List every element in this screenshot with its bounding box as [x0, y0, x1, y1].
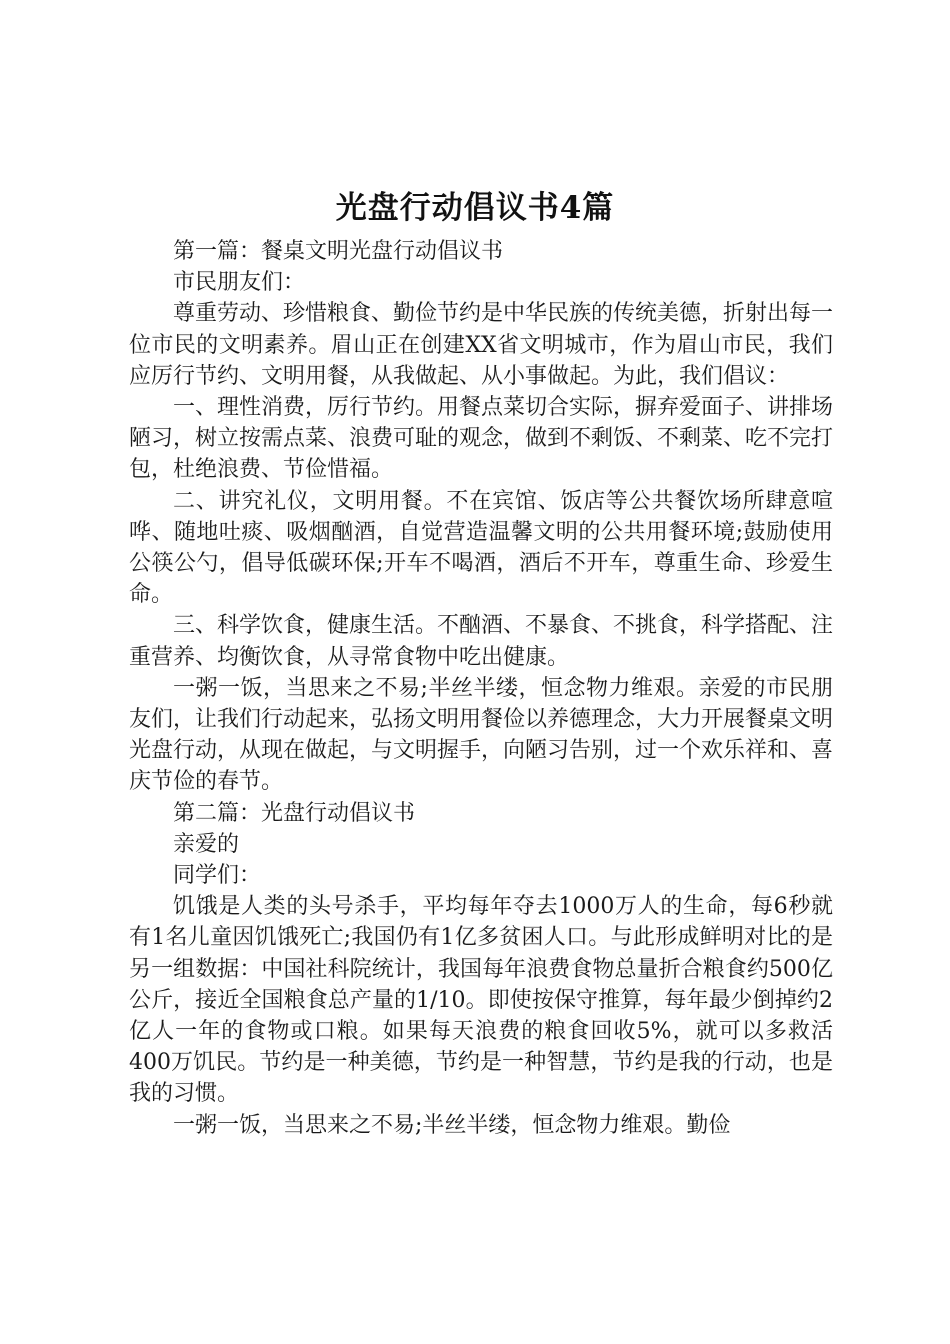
salutation-2a: 亲爱的	[173, 831, 240, 857]
paragraph: 二、讲究礼仪，文明用餐。不在宾馆、饭店等公共餐饮场所肆意喧哗、随地吐痰、吸烟酗酒，自觉营造温馨文明的公共用餐环境;鼓励使用公筷公勺，倡导低碳环保;开车不喝酒，酒后不开车，尊重生命、珍爱生命。	[129, 488, 833, 608]
document-body	[129, 236, 833, 1141]
section-heading-1: 第一篇：餐桌文明光盘行动倡议书	[173, 239, 504, 264]
section-heading-2: 第二篇：光盘行动倡议书	[173, 800, 416, 826]
paragraph: 一粥一饭，当思来之不易;半丝半缕，恒念物力维艰。亲爱的市民朋友们，让我们行动起来，弘扬文明用餐俭以养德理念，大力开展餐桌文明光盘行动，从现在做起，与文明握手，向陋习告别，过一个欢乐祥和、喜庆节俭的春节。	[129, 675, 834, 795]
salutation-1: 市民朋友们：	[173, 270, 306, 296]
paragraph: 一粥一饭，当思来之不易;半丝半缕，恒念物力维艰。勤俭	[173, 1112, 731, 1138]
paragraph: 三、科学饮食，健康生活。不酗酒、不暴食、不挑食，科学搭配、注重营养、均衡饮食，从寻常食物中吃出健康。	[129, 613, 834, 670]
paragraph: 尊重劳动、珍惜粮食、勤俭节约是中华民族的传统美德，折射出每一位市民的文明素养。眉山正在创建XX省文明城市，作为眉山市民，我们应厉行节约、文明用餐，从我做起、从小事做起。为此，我们倡议：	[129, 301, 834, 389]
paragraph: 一、理性消费，厉行节约。用餐点菜切合实际，摒弃爱面子、讲排场陋习，树立按需点菜、浪费可耻的观念，做到不剩饭、不剩菜、吃不完打包，杜绝浪费、节俭惜福。	[129, 395, 834, 483]
document-title: 光盘行动倡议书4篇	[335, 190, 615, 226]
paragraph: 饥饿是人类的头号杀手，平均每年夺去1000万人的生命，每6秒就有1名儿童因饥饿死亡;我国仍有1亿多贫困人口。与此形成鲜明对比的是另一组数据：中国社科院统计，我国每年浪费食物总量折合粮食约500亿公斤，接近全国粮食总产量的1/10。即使按保守推算，每年最少倒掉约2亿人一年的食物或口粮。如果每天浪费的粮食回收5%，就可以多救活400万饥民。节约是一种美德，节约是一种智慧，节约是我的行动，也是我的习惯。	[129, 894, 833, 1107]
salutation-2b: 同学们：	[173, 863, 262, 889]
